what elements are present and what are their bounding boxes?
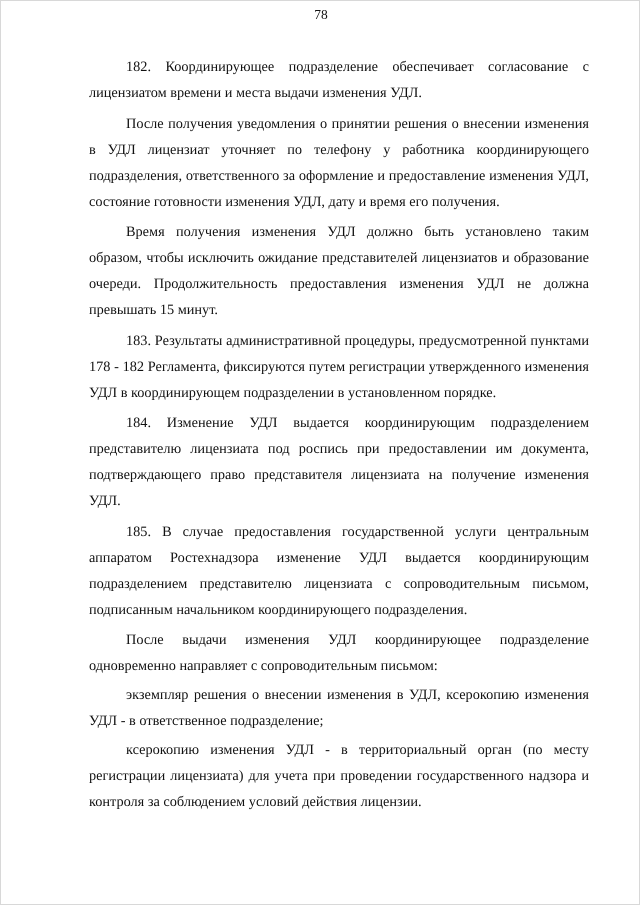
page-number: 78	[314, 7, 328, 22]
paragraph-183: 183. Результаты административной процедуры, предусмотренной пунктами 178 - 182 Регламента, фиксируются путем регистрации утвержденного изменения УДЛ в координирующем подразделении в установленном порядке.	[89, 332, 589, 401]
document-body	[89, 54, 589, 818]
paragraph-notification: После получения уведомления о принятии решения о внесении изменения в УДЛ лицензиат уточняет по телефону у работника координирующего подразделения, ответственного за оформление и предоставление изменения УДЛ, состояние готовности изменения УДЛ, дату и время его получения.	[89, 115, 589, 210]
paragraph-receipt-time: Время получения изменения УДЛ должно быть установлено таким образом, чтобы исключить ожидание представителей лицензиатов и образование очереди. Продолжительность предоставления изменения УДЛ не должна превышать 15 минут.	[89, 224, 589, 318]
paragraph-184: 184. Изменение УДЛ выдается координирующим подразделением представителю лицензиата под роспись при предоставлении им документа, подтверждающего право представителя лицензиата на получение изменения УДЛ.	[89, 415, 589, 509]
list-item-copy-territorial: ксерокопию изменения УДЛ - в территориальный орган (по месту регистрации лицензиата) для учета при проведении государственного надзора и контроля за соблюдением условий действия лицензии.	[89, 742, 589, 810]
paragraph-185: 185. В случае предоставления государственной услуги центральным аппаратом Ростехнадзора изменение УДЛ выдается координирующим подразделением представителю лицензиата с сопроводительным письмом, подписанным начальником координирующего подразделения.	[89, 523, 589, 618]
list-item-copy-responsible: экземпляр решения о внесении изменения в УДЛ, ксерокопию изменения УДЛ - в ответственное подразделение;	[89, 687, 589, 729]
paragraph-after-issue: После выдачи изменения УДЛ координирующее подразделение одновременно направляет с сопроводительным письмом:	[89, 632, 589, 674]
paragraph-182: 182. Координирующее подразделение обеспечивает согласование с лицензиатом времени и места выдачи изменения УДЛ.	[89, 59, 589, 101]
